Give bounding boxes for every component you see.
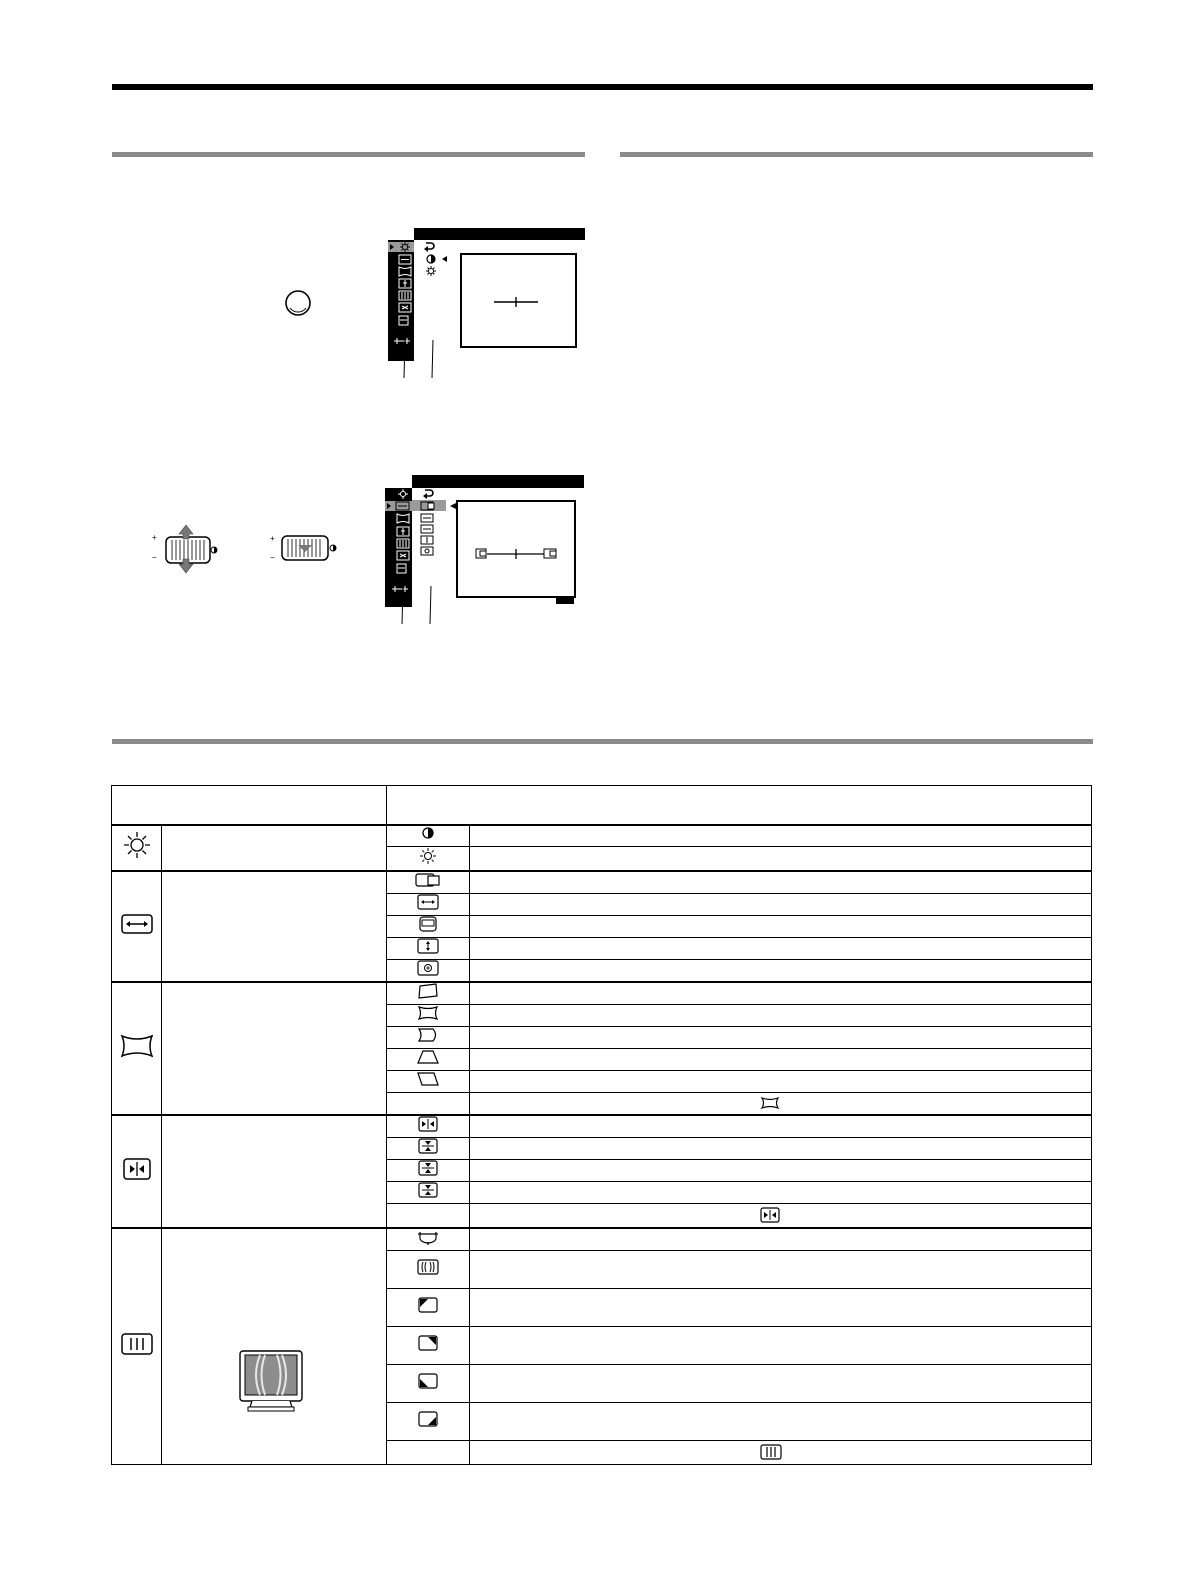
keystone-icon [417,1049,439,1065]
row-text [470,915,1092,937]
row-text [470,1181,1092,1203]
adjust-slider-icon [492,295,542,309]
corner-top-right-icon [418,1335,438,1351]
rotation-icon [417,983,439,999]
group-name [162,1115,387,1228]
osd2-callout-lines [396,586,436,624]
row-text [470,846,1092,871]
moire-adjust-icon [417,1259,439,1275]
h-center-icon [415,872,441,888]
group-name [162,982,387,1115]
row-text [470,982,1092,1005]
convergence-icon [760,1207,780,1223]
right-section-rule [620,152,1093,157]
row-text [470,959,1092,982]
convergence-icon [122,1157,152,1181]
control-knob-press-icon [268,532,340,564]
row-text [470,1364,1092,1402]
corner-bottom-left-icon [418,1373,438,1389]
svg-text:−: − [152,553,157,562]
v-center-icon [419,916,437,932]
v-conv-bottom-icon [418,1182,438,1198]
control-knob-up-down-icon [150,524,220,574]
brightness-icon [419,847,437,865]
row-text [470,1026,1092,1048]
svg-text:+: + [152,533,157,542]
row-text [470,937,1092,959]
group-name [162,825,387,871]
table-row [112,1115,1092,1138]
row-text [470,1326,1092,1364]
contrast-icon [421,826,435,840]
osd-sub-icons [414,240,454,290]
row-text [470,893,1092,915]
sun-icon [122,830,152,860]
header-sub-menu [387,786,1092,826]
left-section-rule [112,152,585,157]
pin-balance-icon [417,1027,439,1043]
row-text [470,1159,1092,1181]
h-size-icon [417,894,439,910]
table-row [112,825,1092,846]
v-size-icon [417,938,439,954]
row-text [470,1288,1092,1326]
key-balance-icon [417,1071,439,1087]
osd1-callout-lines [398,340,438,378]
landing-icon [760,1444,782,1460]
row-text [470,1004,1092,1026]
table-row [112,982,1092,1005]
row-text [470,1070,1092,1092]
row-text [470,1250,1092,1288]
osd-adjust-window [460,253,577,348]
h-conv-icon [418,1116,438,1132]
monitor-moire-illustration [238,1349,304,1413]
table-row [112,1228,1092,1251]
group-name [162,871,387,982]
menu-table [111,785,1092,1465]
header-main-menu [112,786,387,826]
group-icon-cell [112,825,162,871]
zoom-icon [417,960,439,976]
row-text [470,1402,1092,1440]
table-header-row [112,786,1092,826]
geometry-icon [120,1034,154,1058]
top-black-rule [112,84,1093,90]
row-text [470,1048,1092,1070]
osd-status-tag [556,598,574,604]
pincushion-icon [417,1005,439,1021]
table-section-rule [112,739,1093,744]
svg-text:+: + [270,534,275,543]
row-text [470,871,1092,894]
row-text [470,1228,1092,1251]
control-button-icon [283,288,313,318]
osd-title-bar [414,228,585,240]
pincushion-icon [760,1096,780,1110]
osd-adjust-window [456,500,576,598]
v-conv-icon [418,1138,438,1154]
v-conv-top-icon [418,1160,438,1176]
svg-text:−: − [270,553,275,562]
row-text [470,1115,1092,1138]
osd-title-bar [412,475,584,488]
size-center-icon [120,913,154,935]
landing-icon [120,1332,154,1356]
corner-top-left-icon [418,1297,438,1313]
row-text [470,825,1092,846]
table-row [112,871,1092,894]
moire-icon [417,1229,439,1245]
corner-bottom-right-icon [418,1411,438,1427]
h-center-slider-icon [474,546,560,562]
row-text [470,1137,1092,1159]
osd-sub-icons [412,488,460,560]
